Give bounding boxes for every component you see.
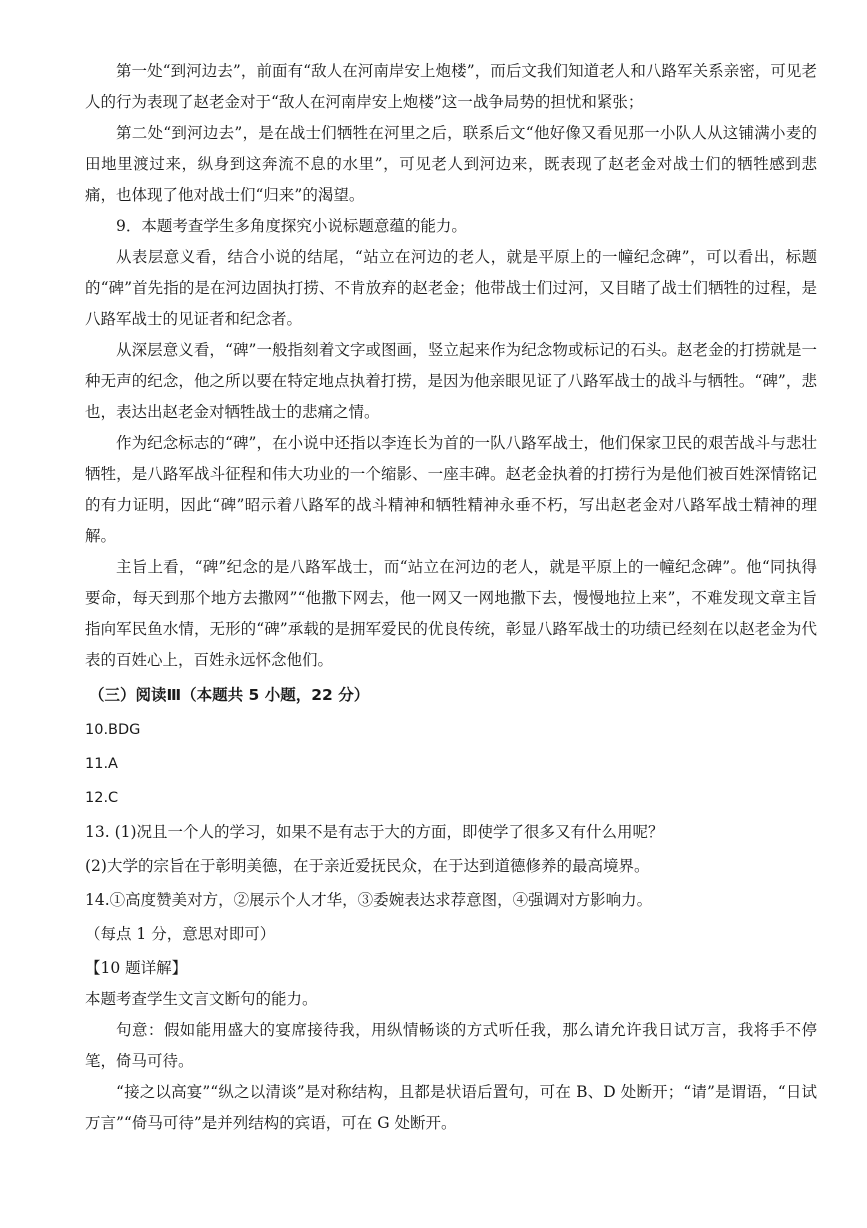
question-9-header: 9．本题考查学生多角度探究小说标题意蕴的能力。 (116, 217, 467, 235)
answer-10: 10.BDG (85, 722, 141, 738)
paragraph-second-location: 第二处“到河边去”，是在战士们牺牲在河里之后，联系后文“他好像又看见那一小队人从这铺满小麦的田地里渡过来，纵身到这奔流不息的水里”，可见老人到河边来，既表现了赵老金对战士们的牺牲感到悲痛，也体现了他对战士们“归来”的渴望。 (85, 124, 817, 204)
detail-paragraph-translation: 句意：假如能用盛大的宴席接待我，用纵情畅谈的方式听任我，那么请允许我日试万言，我将手不停笔，倚马可待。 (85, 1021, 817, 1070)
detail-heading-q10: 【10 题详解】 (85, 959, 188, 977)
answer-14: 14.①高度赞美对方，②展示个人才华，③委婉表达求荐意图，④强调对方影响力。 (85, 891, 653, 909)
detail-paragraph-structure: “接之以高宴”“纵之以清谈”是对称结构，且都是状语后置句，可在 B、D 处断开；“请”是谓语，“日试万言”“倚马可待”是并列结构的宾语，可在 G 处断开。 (85, 1083, 817, 1132)
paragraph-theme: 主旨上看，“碑”纪念的是八路军战士，而“站立在河边的老人，就是平原上的一幢纪念碑”。他“同执得要命，每天到那个地方去撒网”“他撒下网去，他一网又一网地撒下去，慢慢地拉上来”，不难发现文章主旨指向军民鱼水情，无形的“碑”承载的是拥军爱民的优良传统，彰显八路军战士的功绩已经刻在以赵老金为代表的百姓心上，百姓永远怀念他们。 (85, 558, 817, 669)
scoring-note: （每点 1 分，意思对即可） (85, 925, 276, 943)
section-heading-reading-3: （三）阅读Ⅲ（本题共 5 小题，22 分） (89, 686, 370, 704)
document-page (85, 56, 817, 1139)
detail-paragraph-ability: 本题考查学生文言文断句的能力。 (85, 990, 318, 1008)
paragraph-monument-symbol: 作为纪念标志的“碑”，在小说中还指以李连长为首的一队八路军战士，他们保家卫民的艰苦战斗与悲壮牺牲，是八路军战斗征程和伟大功业的一个缩影、一座丰碑。赵老金执着的打捞行为是他们被百姓深情铭记的有力证明，因此“碑”昭示着八路军的战斗精神和牺牲精神永垂不朽，写出赵老金对八路军战士精神的理解。 (85, 434, 817, 545)
answer-12: 12.C (85, 790, 119, 806)
answer-13-part-2: (2)大学的宗旨在于彰明美德，在于亲近爱抚民众，在于达到道德修养的最高境界。 (85, 857, 650, 875)
paragraph-first-location: 第一处“到河边去”，前面有“敌人在河南岸安上炮楼”，而后文我们知道老人和八路军关系亲密，可见老人的行为表现了赵老金对于“敌人在河南岸安上炮楼”这一战争局势的担忧和紧张； (85, 62, 817, 111)
paragraph-deep-meaning: 从深层意义看，“碑”一般指刻着文字或图画，竖立起来作为纪念物或标记的石头。赵老金的打捞就是一种无声的纪念，他之所以要在特定地点执着打捞，是因为他亲眼见证了八路军战士的战斗与牺牲。“碑”，悲也，表达出赵老金对牺牲战士的悲痛之情。 (85, 341, 817, 421)
answer-13-part-1: 13. (1)况且一个人的学习，如果不是有志于大的方面，即使学了很多又有什么用呢？ (85, 823, 664, 841)
paragraph-surface-meaning: 从表层意义看，结合小说的结尾，“站立在河边的老人，就是平原上的一幢纪念碑”，可以看出，标题的“碑”首先指的是在河边固执打捞、不肯放弃的赵老金；他带战士们过河，又目睹了战士们牺牲的过程，是八路军战士的见证者和纪念者。 (85, 248, 817, 328)
answer-11: 11.A (85, 756, 118, 772)
